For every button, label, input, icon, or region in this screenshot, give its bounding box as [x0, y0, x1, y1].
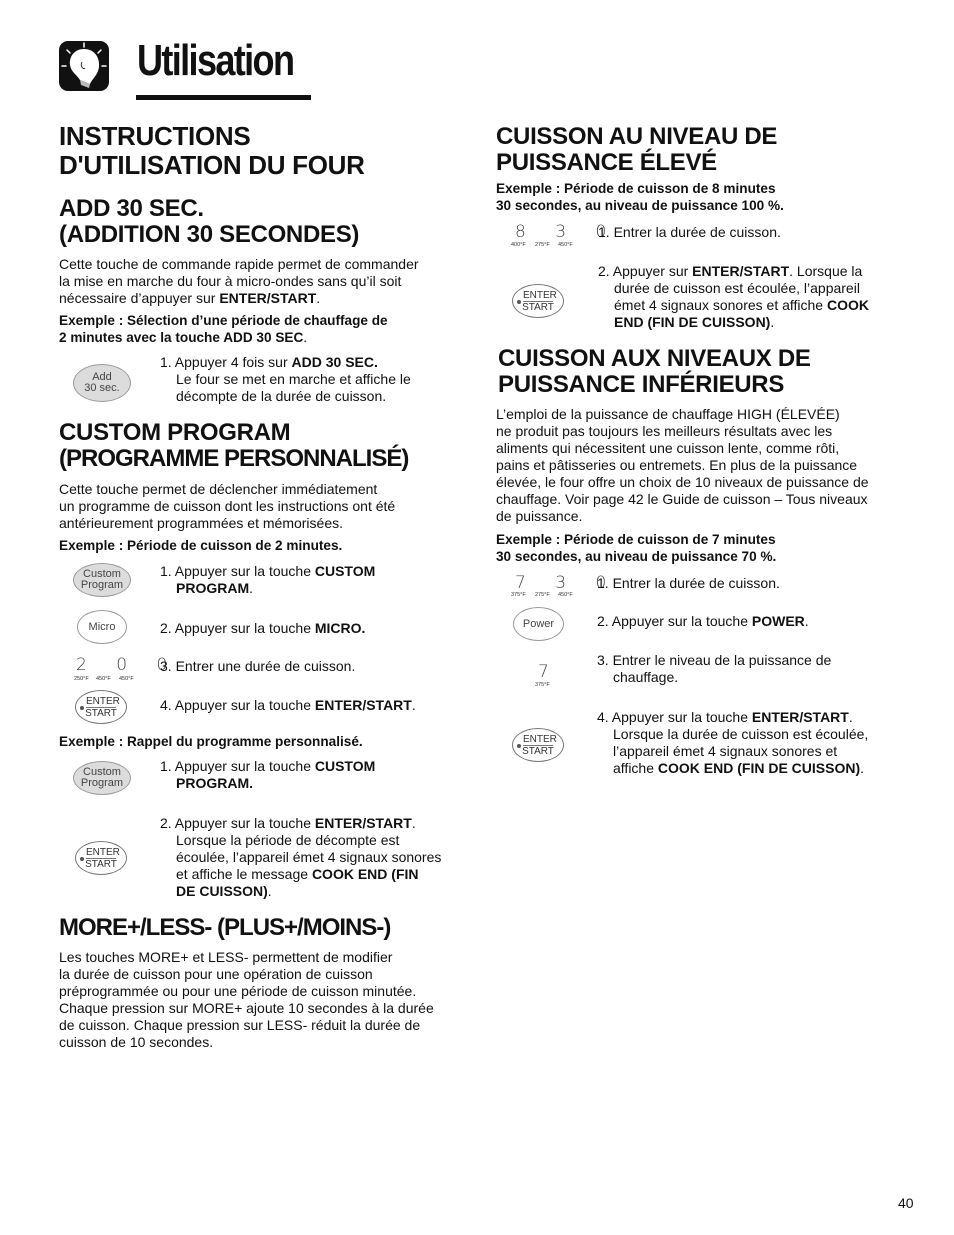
enter-start-button[interactable]: ENTER START	[75, 690, 127, 724]
display-digits-730: 7 3 0	[515, 573, 619, 593]
custom-step-2: 2. Appuyer sur la touche MICRO.	[160, 620, 366, 636]
custom-step-3: 3. Entrer une durée de cuisson.	[160, 658, 356, 674]
more-less-heading: MORE+/LESS- (PLUS+/MOINS-)	[59, 914, 391, 941]
title-underline	[136, 95, 311, 100]
low-step-4: 4. Appuyer sur la touche ENTER/START. Lorsque la durée de cuisson est écoulée, l’appareil émet 4 signaux sonores et affiche COOK END (FIN DE CUISSON).	[597, 709, 869, 776]
main-heading: INSTRUCTIONS D'UTILISATION DU FOUR	[59, 121, 365, 180]
low-power-example: Exemple : Période de cuisson de 7 minutes 30 secondes, au niveau de puissance 70 %.	[496, 532, 777, 564]
more-less-description: Les touches MORE+ et LESS- permettent de modifier la durée de cuisson pour une opération de cuisson préprogrammée ou pour une période de cuisson minutée. Chaque pression sur MORE+ ajoute 10 secondes à la durée de cuisson. Chaque pression sur LESS- réduit la durée de cuisson de 10 secondes.	[59, 949, 434, 1050]
power-button[interactable]: Power	[513, 607, 564, 641]
display-digits-830: 8 3 0	[515, 222, 619, 242]
add30-step-1: 1. Appuyer 4 fois sur ADD 30 SEC. Le four se met en marche et affiche le décompte de la durée de cuisson.	[160, 354, 411, 404]
high-step-1: 1. Entrer la durée de cuisson.	[598, 224, 781, 240]
custom-step-4: 4. Appuyer sur la touche ENTER/START.	[160, 697, 416, 713]
display-temps-730: 375°F 275°F 450°F	[511, 592, 573, 598]
add-30-sec-button[interactable]: Add 30 sec.	[73, 364, 131, 402]
add30-heading: ADD 30 SEC. (ADDITION 30 SECONDES)	[59, 195, 360, 248]
display-temp-7: 375°F	[535, 682, 550, 688]
display-temps-200: 250°F 450°F 450°F	[74, 676, 134, 682]
low-power-description: L’emploi de la puissance de chauffage HIGH (ÉLEVÉE) ne produit pas toujours les meilleurs résultats avec les aliments qui nécessitent une cuisson lente, comme rôti, pains et pâtisseries ou entremets. En plus de la puissance élevée, le four offre un choix de 10 niveaux de puissance de chauffage. Voir page 42 le Guide de cuisson – Tous niveaux de puissance.	[496, 406, 869, 524]
low-power-heading: CUISSON AUX NIVEAUX DE PUISSANCE INFÉRIEURS	[498, 345, 811, 398]
page-number: 40	[898, 1195, 914, 1211]
custom-program-button[interactable]: Custom Program	[73, 563, 131, 597]
low-step-1: 1. Entrer la durée de cuisson.	[597, 575, 780, 591]
add30-example: Exemple : Sélection d’une période de chauffage de 2 minutes avec la touche ADD 30 SEC.	[59, 313, 388, 345]
custom-program-button-recall[interactable]: Custom Program	[73, 761, 131, 795]
add30-description: Cette touche de commande rapide permet de commander la mise en marche du four à micro-ondes sans qu’il soit nécessaire d’appuyer sur ENTER/START.	[59, 256, 419, 306]
enter-start-button-recall[interactable]: ENTER START	[75, 841, 127, 875]
display-digit-7: 7	[538, 662, 561, 682]
high-step-2: 2. Appuyer sur ENTER/START. Lorsque la durée de cuisson est écoulée, l’appareil émet 4 signaux sonores et affiche COOK END (FIN DE CUISSON).	[598, 263, 869, 330]
micro-button[interactable]: Micro	[77, 610, 127, 644]
lightbulb-icon	[58, 40, 110, 92]
custom-example-1: Exemple : Période de cuisson de 2 minutes.	[59, 538, 343, 553]
display-temps-830: 400°F 275°F 450°F	[511, 242, 573, 248]
low-step-3: 3. Entrer le niveau de la puissance de chauffage.	[597, 652, 832, 685]
display-digits-200: 2 0 0	[76, 655, 180, 675]
high-power-heading: CUISSON AU NIVEAU DE PUISSANCE ÉLEVÉ	[496, 123, 778, 176]
custom-program-heading: CUSTOM PROGRAM (PROGRAMME PERSONNALISÉ)	[59, 419, 409, 472]
recall-step-2: 2. Appuyer sur la touche ENTER/START. Lorsque la période de décompte est écoulée, l’appareil émet 4 signaux sonores et affiche le message COOK END (FIN DE CUISSON).	[160, 815, 442, 899]
high-power-example: Exemple : Période de cuisson de 8 minutes 30 secondes, au niveau de puissance 100 %.	[496, 181, 784, 213]
low-step-2: 2. Appuyer sur la touche POWER.	[597, 613, 809, 629]
custom-step-1: 1. Appuyer sur la touche CUSTOM PROGRAM.	[160, 563, 376, 596]
enter-start-button-low[interactable]: ENTER START	[512, 728, 564, 762]
recall-step-1: 1. Appuyer sur la touche CUSTOM PROGRAM.	[160, 758, 376, 791]
custom-description: Cette touche permet de déclencher immédiatement un programme de cuisson dont les instructions ont été antérieurement programmées et mémorisées.	[59, 481, 396, 531]
custom-example-2: Exemple : Rappel du programme personnalisé.	[59, 734, 363, 749]
page-title: Utilisation	[137, 36, 294, 85]
enter-start-button-high[interactable]: ENTER START	[512, 284, 564, 318]
